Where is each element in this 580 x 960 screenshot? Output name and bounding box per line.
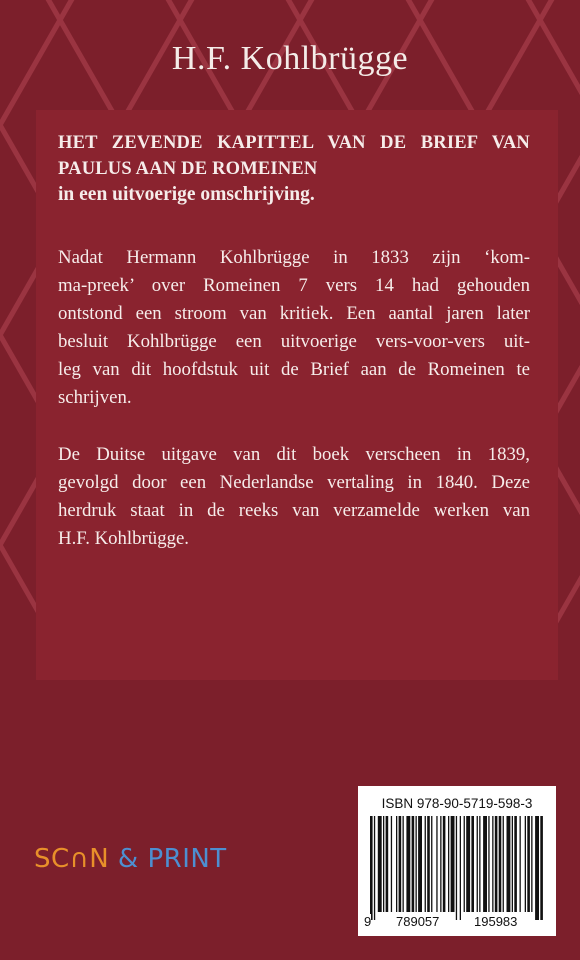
barcode-bar (456, 816, 457, 920)
paragraph-2-line: De Duitse uitgave van dit boek verscheen in 1839, (58, 444, 530, 465)
back-cover-text (58, 130, 530, 582)
barcode-bar (540, 816, 543, 920)
barcode-bar (425, 816, 426, 912)
barcode-bar (440, 816, 441, 912)
barcode-bar (503, 816, 504, 912)
barcode-digit-group-1: 789057 (396, 914, 440, 929)
publisher-logo (34, 844, 227, 874)
barcode-bar (399, 816, 402, 912)
barcode-bar (531, 816, 532, 912)
barcode-bar (477, 816, 478, 912)
barcode-bar (520, 816, 521, 912)
paragraph-1-line: schrijven. (58, 387, 132, 408)
paragraph-2-line: H.F. Kohlbrügge. (58, 528, 190, 549)
barcode-bar (378, 816, 382, 912)
barcode-bar (471, 816, 474, 912)
author-name: H.F. Kohlbrügge (171, 40, 409, 77)
barcode-bar (495, 816, 498, 912)
barcode-bar (512, 816, 513, 912)
barcode-bar (464, 816, 465, 912)
barcode-bar (396, 816, 397, 912)
publisher-logo-scan: SC∩N (34, 844, 110, 874)
barcode-bar (525, 816, 526, 912)
isbn-text: ISBN 978-90-5719-598-3 (381, 796, 533, 811)
barcode-bar (416, 816, 417, 912)
barcode-bar (488, 816, 489, 912)
barcode-bar (514, 816, 517, 912)
paragraph-1-line: Nadat Hermann Kohlbrügge in 1833 zijn ‘kom- (58, 247, 530, 268)
paragraph-1-line: ontstond een stroom van kritiek. Een aantal jaren later (58, 303, 530, 324)
barcode-bar (412, 816, 415, 912)
book-subtitle: in een uitvoerige omschrijving. (58, 184, 315, 205)
barcode-bar (374, 816, 375, 920)
barcode-bar (406, 816, 410, 912)
barcode-bar (499, 816, 502, 912)
paragraph-2-line: herdruk staat in de reeks van verzamelde werken van (58, 500, 530, 521)
barcode-digit-first: 9 (364, 914, 372, 929)
publisher-logo-print: & PRINT (117, 844, 227, 874)
barcode-bar (386, 816, 389, 912)
barcode-box (358, 786, 556, 936)
barcode-bar (383, 816, 384, 912)
barcode-bar (507, 816, 511, 912)
barcode-bar (466, 816, 470, 912)
barcode-bar (427, 816, 430, 912)
barcode-bar (479, 816, 480, 912)
barcode-bar (391, 816, 392, 912)
barcode-bar (492, 816, 493, 912)
barcode-bar (448, 816, 449, 912)
barcode-bars (366, 816, 548, 920)
paragraph-2 (58, 441, 530, 553)
barcode-bar (535, 816, 539, 920)
book-title-line-2: PAULUS AAN DE ROMEINEN (58, 159, 318, 179)
barcode-bar (451, 816, 455, 912)
paragraph-2-line: gevolgd door een Nederlandse vertaling in 1840. Deze (58, 472, 530, 493)
barcode-bar (431, 816, 432, 912)
barcode-bar (403, 816, 404, 912)
barcode-bar (418, 816, 422, 912)
paragraph-1-line: besluit Kohlbrügge een uitvoerige vers-voor-vers uit- (58, 331, 530, 352)
barcode-bar (370, 816, 373, 920)
paragraph-1 (58, 244, 530, 412)
barcode-bar (443, 816, 446, 912)
barcode-bar (460, 816, 461, 920)
paragraph-1-line: ma-preek’ over Romeinen 7 vers 14 had gehouden (58, 275, 530, 296)
barcode-digit-group-2: 195983 (474, 914, 518, 929)
paragraph-1-line: leg van dit hoofdstuk uit de Brief aan de Romeinen te (58, 359, 530, 380)
book-title-line-1: HET ZEVENDE KAPITTEL VAN DE BRIEF VAN (58, 133, 530, 153)
barcode-bar (527, 816, 530, 912)
barcode-bar (483, 816, 487, 912)
barcode-bar (436, 816, 437, 912)
